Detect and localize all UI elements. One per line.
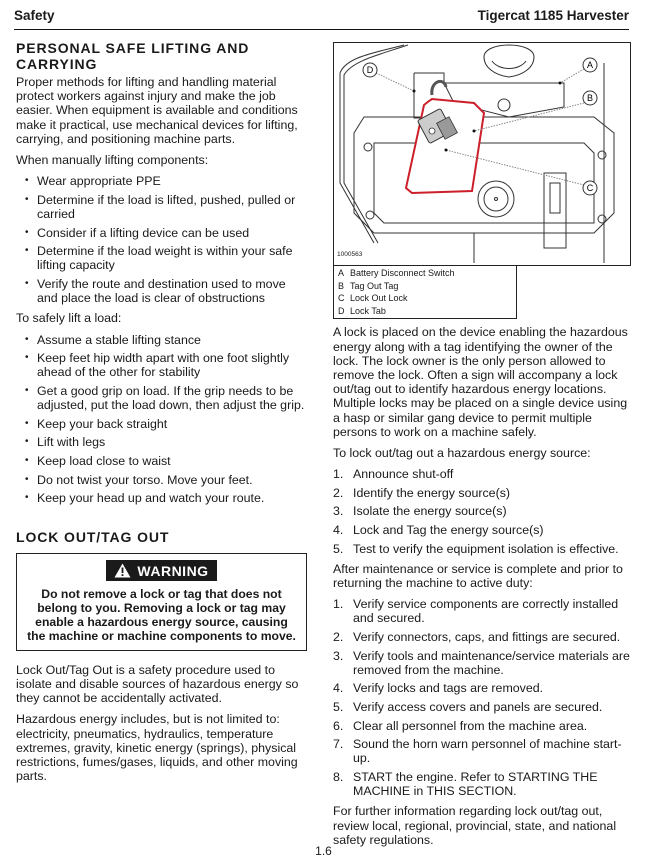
legend-key: C bbox=[338, 293, 345, 304]
step-number: 3. bbox=[333, 648, 344, 663]
list-item bbox=[333, 542, 633, 556]
list-item bbox=[333, 597, 633, 625]
list-item: • Get a good grip on load. If the grip needs to be adjusted, put the load down, then adjust the grip. bbox=[25, 384, 307, 412]
step-number: 4. bbox=[333, 522, 344, 537]
step-text: Verify locks and tags are removed. bbox=[353, 681, 544, 696]
steps-intro: To lock out/tag out a hazardous energy source: bbox=[333, 446, 591, 460]
figure-legend bbox=[333, 266, 517, 319]
step-text: Announce shut-off bbox=[353, 467, 454, 482]
safe-lift-list bbox=[16, 333, 307, 506]
left-column bbox=[16, 40, 307, 790]
list-item: • Keep feet hip width apart with one foot slightly ahead of the other for stability bbox=[25, 351, 307, 379]
list-item bbox=[333, 719, 633, 733]
heading-lockout: LOCK OUT/TAG OUT bbox=[16, 529, 170, 546]
figure-number: 1000563 bbox=[337, 250, 363, 258]
lockout-figure bbox=[333, 42, 631, 266]
tag-out-tag-shape bbox=[406, 99, 484, 193]
hazardous-energy-list: Hazardous energy includes, but is not limited to: electricity, pneumatics, hydraulics, temperature extremes, gravity, kinetic energy (springs), physical restrictions, fumes/gases, liquids, and other moving parts. bbox=[16, 712, 298, 784]
step-text: Lock and Tag the energy source(s) bbox=[353, 522, 544, 537]
list-item: • Lift with legs bbox=[25, 435, 307, 449]
warning-triangle-icon bbox=[114, 563, 131, 578]
legend-key: D bbox=[338, 305, 345, 316]
legend-item bbox=[338, 292, 512, 305]
step-number: 5. bbox=[333, 541, 344, 556]
safe-lift-intro: To safely lift a load: bbox=[16, 311, 122, 326]
list-item bbox=[333, 523, 633, 537]
step-number: 1. bbox=[333, 467, 344, 482]
warning-text: Do not remove a lock or tag that does not belong to you. Removing a lock or tag may enable a hazardous energy source, causing the machine or machine components to move. bbox=[27, 586, 296, 644]
step-number: 3. bbox=[333, 504, 344, 519]
list-item bbox=[333, 770, 633, 798]
battery-disconnect-illustration bbox=[334, 43, 630, 265]
legend-key: A bbox=[338, 268, 345, 278]
section-name: Safety bbox=[14, 8, 55, 23]
step-text: Isolate the energy source(s) bbox=[353, 504, 507, 519]
page-header bbox=[14, 8, 629, 30]
list-item bbox=[333, 681, 633, 695]
callout-c: C bbox=[586, 183, 594, 193]
step-text: Verify service components are correctly installed and secured. bbox=[353, 597, 619, 626]
heading-safe-lifting: PERSONAL SAFE LIFTING AND CARRYING bbox=[16, 40, 250, 72]
closing-note: For further information regarding lock out/tag out, review local, regional, provincial, state, and national safety regulations. bbox=[333, 804, 617, 847]
legend-label: Battery Disconnect Switch bbox=[350, 268, 455, 278]
list-item bbox=[333, 467, 633, 481]
manual-title: Tigercat 1185 Harvester bbox=[477, 8, 629, 23]
manual-lifting-list bbox=[16, 174, 307, 305]
callout-a: A bbox=[586, 60, 594, 70]
legend-label: Tag Out Tag bbox=[350, 280, 399, 291]
list-item bbox=[333, 630, 633, 644]
step-number: 1. bbox=[333, 597, 344, 612]
step-number: 2. bbox=[333, 485, 344, 500]
legend-key: B bbox=[338, 280, 345, 291]
legend-label: Lock Out Lock bbox=[350, 293, 408, 304]
step-text: START the engine. Refer to STARTING THE MACHINE in THIS SECTION. bbox=[353, 769, 598, 799]
step-number: 5. bbox=[333, 699, 344, 714]
step-text: Clear all personnel from the machine area. bbox=[353, 718, 588, 733]
step-text: Test to verify the equipment isolation is effective. bbox=[353, 541, 619, 556]
legend-item bbox=[338, 305, 512, 318]
step-text: Identify the energy source(s) bbox=[353, 485, 511, 500]
warning-banner bbox=[106, 560, 216, 581]
list-item bbox=[333, 737, 633, 765]
list-item: • Keep your head up and watch your route. bbox=[25, 491, 307, 505]
lifting-intro: Proper methods for lifting and handling material protect workers against injury and make the job easier. When equipment is available and conditions make it practical, use mechanical devices for lifting, carrying, and positioning machine parts. bbox=[16, 75, 298, 146]
step-text: Sound the horn warn personnel of machine start-up. bbox=[353, 737, 622, 766]
lockout-definition: Lock Out/Tag Out is a safety procedure used to isolate and disable sources of hazardous energy so they cannot be accidentally activated. bbox=[16, 662, 299, 706]
lock-description: A lock is placed on the device enabling the hazardous energy along with a tag identifying the owner of the lock. The lock owner is the only person allowed to remove the lock. Often a sign will accompany a lock out/tag out to identify hazardous energy locations. Multiple locks may be placed on a single device using a hasp or similar gang device to permit multiple persons to work on a machine safely. bbox=[333, 325, 628, 439]
list-item bbox=[333, 504, 633, 518]
callout-b: B bbox=[586, 93, 594, 103]
step-number: 4. bbox=[333, 681, 344, 696]
after-service-intro: After maintenance or service is complete and prior to returning the machine to active duty: bbox=[333, 561, 623, 590]
list-item bbox=[333, 486, 633, 500]
manual-lifting-intro: When manually lifting components: bbox=[16, 153, 209, 168]
page-number: 1.6 bbox=[315, 844, 332, 858]
step-number: 2. bbox=[333, 629, 344, 644]
after-service-steps bbox=[333, 597, 633, 798]
list-item: • Determine if the load weight is within your safe lifting capacity bbox=[25, 244, 307, 272]
step-text: Verify access covers and panels are secured. bbox=[353, 699, 603, 714]
step-text: Verify connectors, caps, and fittings are secured. bbox=[353, 629, 621, 644]
step-number: 8. bbox=[333, 769, 344, 784]
list-item: • Determine if the load is lifted, pushed, pulled or carried bbox=[25, 193, 307, 221]
lockout-steps bbox=[333, 467, 633, 556]
list-item: • Keep your back straight bbox=[25, 417, 307, 431]
callout-d: D bbox=[366, 65, 374, 75]
list-item: • Assume a stable lifting stance bbox=[25, 333, 307, 347]
legend-item bbox=[338, 280, 512, 293]
right-column bbox=[333, 42, 633, 854]
step-number: 7. bbox=[333, 737, 344, 752]
step-number: 6. bbox=[333, 718, 344, 733]
list-item: • Verify the route and destination used to move and place the load is clear of obstructions bbox=[25, 277, 307, 305]
list-item: • Keep load close to waist bbox=[25, 454, 307, 468]
legend-item bbox=[338, 267, 512, 280]
list-item bbox=[333, 700, 633, 714]
list-item bbox=[333, 649, 633, 677]
list-item: • Wear appropriate PPE bbox=[25, 174, 307, 188]
legend-label: Lock Tab bbox=[350, 305, 386, 316]
step-text: Verify tools and maintenance/service materials are removed from the machine. bbox=[353, 648, 630, 677]
warning-box bbox=[16, 553, 307, 650]
warning-label: WARNING bbox=[137, 562, 209, 579]
list-item: • Consider if a lifting device can be used bbox=[25, 226, 307, 240]
list-item: • Do not twist your torso. Move your feet. bbox=[25, 473, 307, 487]
